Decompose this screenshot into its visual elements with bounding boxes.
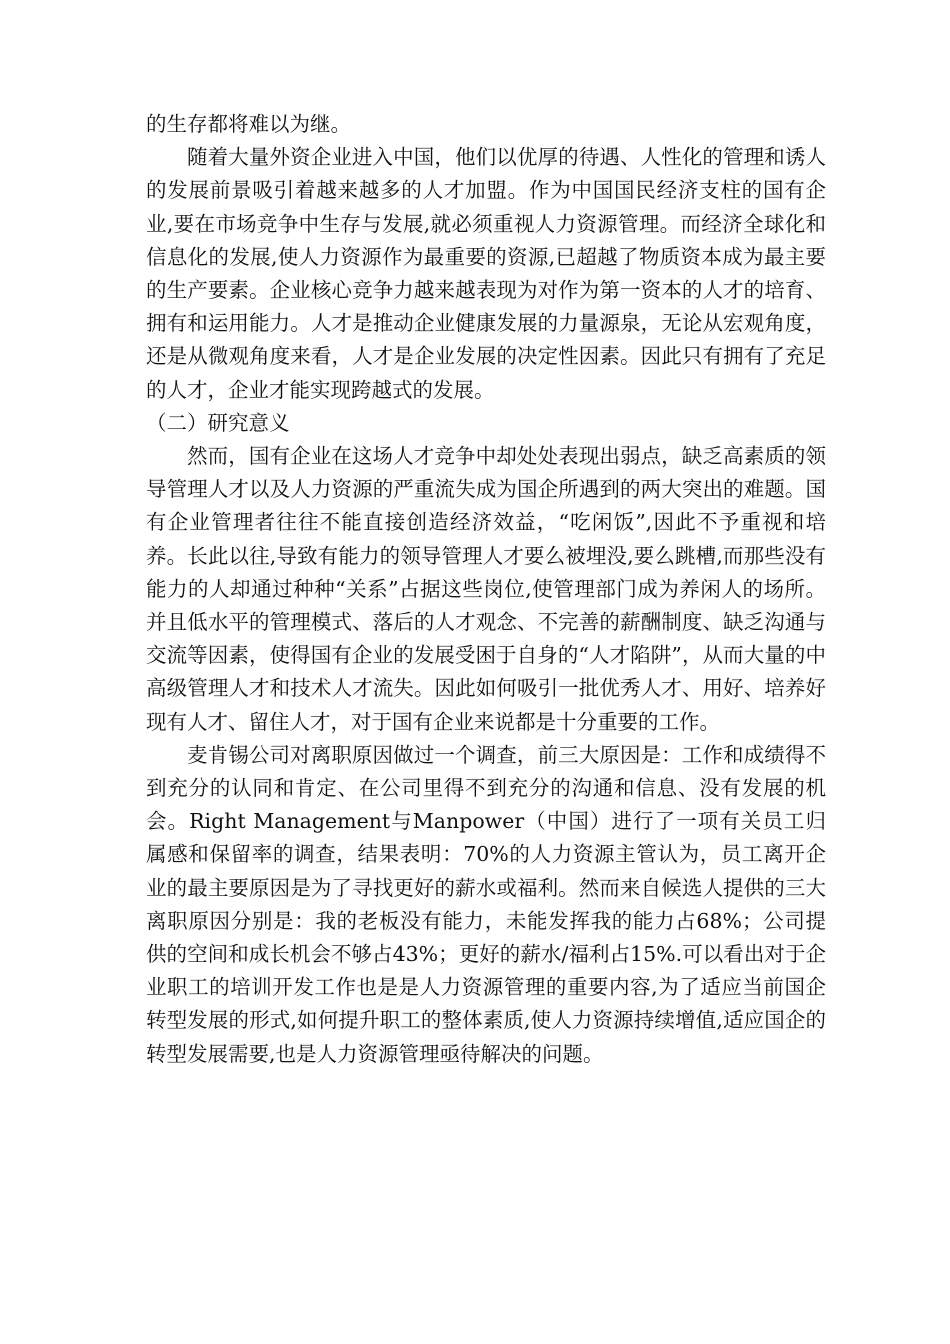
paragraph-continuation: 的生存都将难以为继。	[146, 112, 351, 136]
paragraph-state-enterprise-weakness: 然而，国有企业在这场人才竞争中却处处表现出弱点，缺乏高素质的领导管理人才以及人力资源的严重流失成为国企所遇到的两大突出的难题。国有企业管理者往往不能直接创造经济效益，“吃闲饭”,因此不予重视和培养。长此以往,导致有能力的领导管理人才要么被埋没,要么跳槽,而那些没有能力的人却通过种种“关系”占据这些岗位,使管理部门成为养闲人的场所。 并且低水平的管理模式、落后的人才观念、不完善的薪酬制度、缺乏沟通与交流等因素，使得国有企业的发展受困于自身的“人才陷阱”，从而大量的中高级管理人才和技术人才流失。因此如何吸引一批优秀人才、用好、培养好现有人才、留住人才，对于国有企业来说都是十分重要的工作。	[146, 444, 826, 734]
document-body	[146, 108, 826, 1071]
section-heading-research-significance: （二）研究意义	[146, 410, 290, 435]
paragraph-turnover-survey: 麦肯锡公司对离职原因做过一个调查，前三大原因是：工作和成绩得不到充分的认同和肯定、在公司里得不到充分的沟通和信息、没有发展的机会。Right Management与Manpower（中国）进行了一项有关员工归属感和保留率的调查，结果表明：70%的人力资源主管认为，员工离开企业的最主要原因是为了寻找更好的薪水或福利。然而来自候选人提供的三大离职原因分别是：我的老板没有能力，未能发挥我的能力占68%；公司提供的空间和成长机会不够占43%；更好的薪水/福利占15%.可以看出对于企业职工的培训开发工作也是是人力资源管理的重要内容,为了适应当前国企转型发展的形式,如何提升职工的整体素质,使人力资源持续增值,适应国企的转型发展需要,也是人力资源管理亟待解决的问题。	[146, 742, 826, 1066]
paragraph-foreign-enterprises: 随着大量外资企业进入中国，他们以优厚的待遇、人性化的管理和诱人的发展前景吸引着越来越多的人才加盟。作为中国国民经济支柱的国有企业,要在市场竞争中生存与发展,就必须重视人力资源管理。而经济全球化和信息化的发展,使人力资源作为最重要的资源,已超越了物质资本成为最主要的生产要素。企业核心竞争力越来越表现为对作为第一资本的人才的培育、拥有和运用能力。人才是推动企业健康发展的力量源泉，无论从宏观角度，还是从微观角度来看，人才是企业发展的决定性因素。因此只有拥有了充足的人才，企业才能实现跨越式的发展。	[146, 145, 826, 402]
